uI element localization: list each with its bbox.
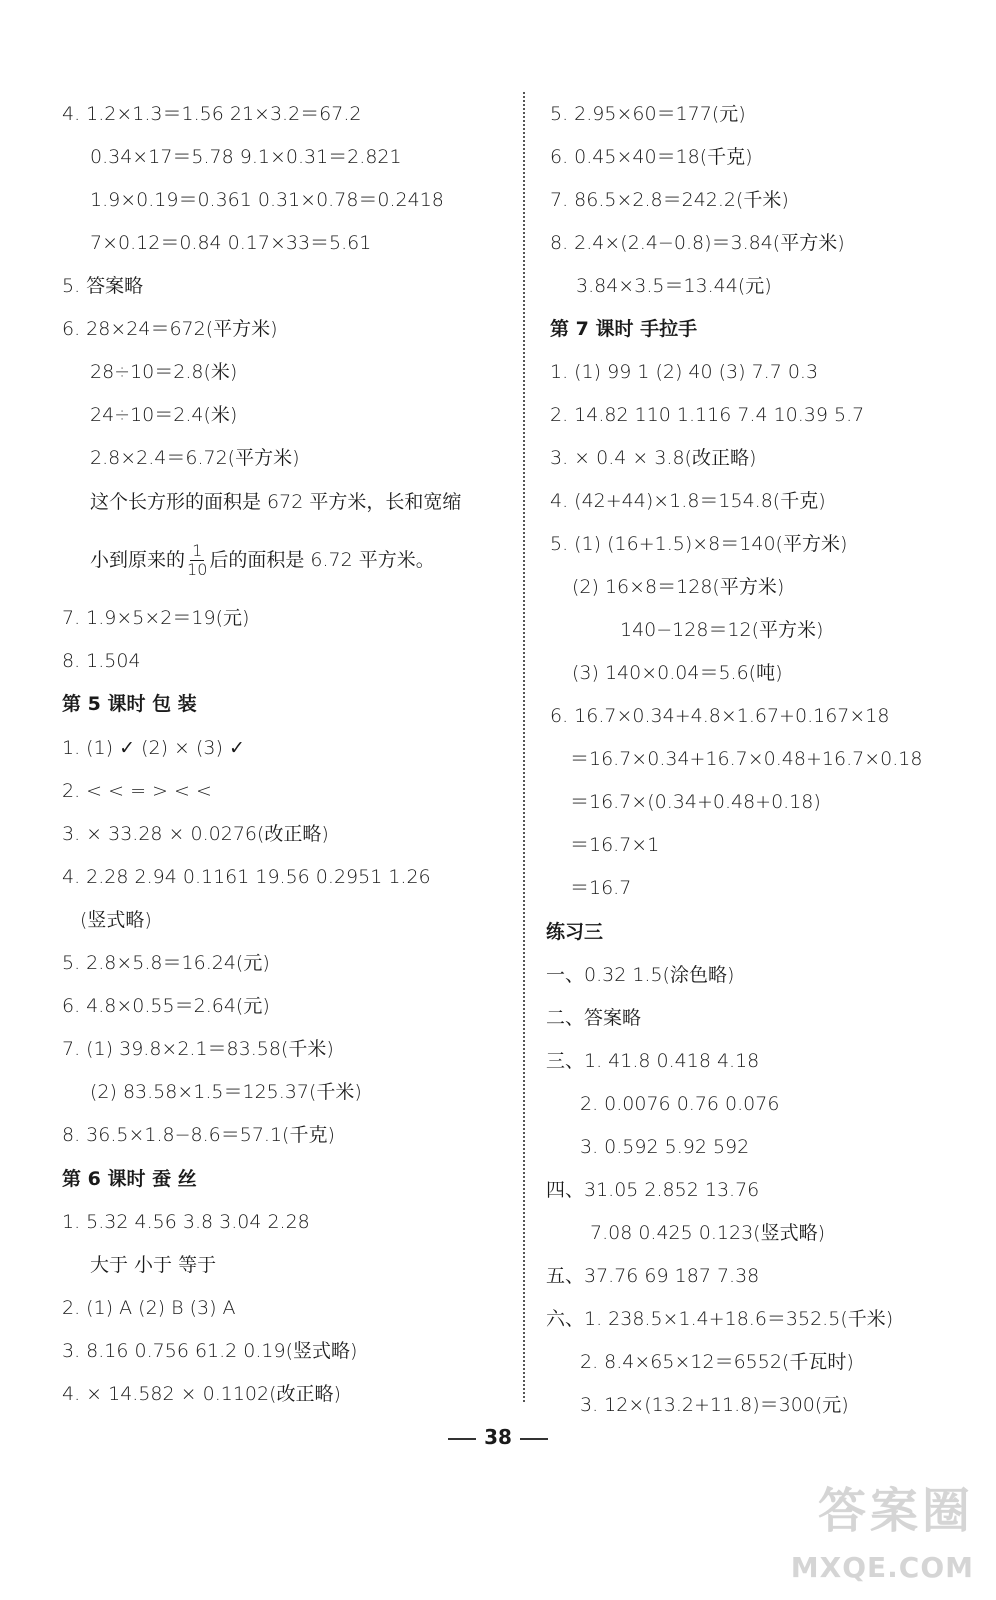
answer-line: 1. (1) 99 1 (2) 40 (3) 7.7 0.3: [550, 361, 819, 383]
dash-decoration: [520, 1438, 548, 1440]
answer-line: 7. (1) 39.8×2.1＝83.58(千米): [62, 1038, 334, 1060]
dash-decoration: [448, 1438, 476, 1440]
answer-line: 1. 5.32 4.56 3.8 3.04 2.28: [62, 1211, 310, 1233]
answer-line: ＝16.7: [570, 877, 632, 899]
answer-line: 140−128＝12(平方米): [620, 619, 824, 641]
answer-line: 5. 2.95×60＝177(元): [550, 103, 746, 125]
answer-line: 4. × 14.582 × 0.1102(改正略): [62, 1383, 341, 1405]
answer-line: (2) 16×8＝128(平方米): [572, 576, 785, 598]
answer-line: ＝16.7×(0.34+0.48+0.18): [570, 791, 821, 813]
page-number-text: 38: [484, 1425, 512, 1449]
text-segment: 后的面积是 6.72 平方米。: [209, 549, 435, 571]
answer-line: 6. 4.8×0.55＝2.64(元): [62, 995, 270, 1017]
answer-line: 3. 12×(13.2+11.8)＝300(元): [580, 1394, 849, 1416]
answer-line: 6. 16.7×0.34+4.8×1.67+0.167×18: [550, 705, 890, 727]
fraction-denominator: 10: [187, 560, 208, 579]
answer-line: 六、1. 238.5×1.4+18.6＝352.5(千米): [546, 1308, 894, 1330]
fraction-numerator: 1: [192, 541, 203, 560]
answer-line: 24÷10＝2.4(米): [90, 404, 238, 426]
answer-line: 4. 2.28 2.94 0.1161 19.56 0.2951 1.26: [62, 866, 431, 888]
answer-line: ＝16.7×1: [570, 834, 660, 856]
answer-line: 这个长方形的面积是 672 平方米，长和宽缩: [90, 491, 462, 513]
answer-line: 2. 0.0076 0.76 0.076: [580, 1093, 780, 1115]
answer-line: 3. × 0.4 × 3.8(改正略): [550, 447, 757, 469]
answer-line: 大于 小于 等于: [90, 1254, 217, 1276]
answer-line: 5. 2.8×5.8＝16.24(元): [62, 952, 270, 974]
answer-line: 8. 1.504: [62, 650, 141, 672]
answer-line: ＝16.7×0.34+16.7×0.48+16.7×0.18: [570, 748, 923, 770]
answer-line: 三、1. 41.8 0.418 4.18: [546, 1050, 760, 1072]
answer-line: 四、31.05 2.852 13.76: [546, 1179, 760, 1201]
answer-line: 3.84×3.5＝13.44(元): [576, 275, 772, 297]
answer-line: 4. (42+44)×1.8＝154.8(千克): [550, 490, 826, 512]
answer-line: (竖式略): [80, 909, 152, 931]
answer-line: 8. 36.5×1.8−8.6＝57.1(千克): [62, 1124, 335, 1146]
answer-line: 1. (1) ✓ (2) × (3) ✓: [62, 737, 245, 759]
answer-line: 二、答案略: [546, 1007, 642, 1029]
answer-line: 3. 0.592 5.92 592: [580, 1136, 750, 1158]
section-heading: 第 7 课时 手拉手: [550, 318, 698, 340]
answer-line: 2.8×2.4＝6.72(平方米): [90, 447, 300, 469]
answer-line: 6. 28×24＝672(平方米): [62, 318, 278, 340]
answer-line: 一、0.32 1.5(涂色略): [546, 964, 735, 986]
answer-line: 五、37.76 69 187 7.38: [546, 1265, 760, 1287]
watermark-logo: [784, 1462, 974, 1592]
answer-line: 8. 2.4×(2.4−0.8)＝3.84(平方米): [550, 232, 845, 254]
answer-line: 7.08 0.425 0.123(竖式略): [590, 1222, 825, 1244]
answer-line: 4. 1.2×1.3＝1.56 21×3.2＝67.2: [62, 103, 362, 125]
answer-line: 5. 答案略: [62, 275, 144, 297]
answer-line: (2) 83.58×1.5＝125.37(千米): [90, 1081, 362, 1103]
answer-line: 28÷10＝2.8(米): [90, 361, 238, 383]
answer-line: 2. 14.82 110 1.116 7.4 10.39 5.7: [550, 404, 865, 426]
section-heading: 练习三: [546, 921, 604, 943]
answer-line: 1.9×0.19＝0.361 0.31×0.78＝0.2418: [90, 189, 444, 211]
answer-line: 7. 1.9×5×2＝19(元): [62, 607, 250, 629]
column-divider: [523, 92, 525, 1402]
answer-line: 7×0.12＝0.84 0.17×33＝5.61: [90, 232, 372, 254]
watermark-url: MXQE.COM: [790, 1551, 974, 1584]
answer-line: (3) 140×0.04＝5.6(吨): [572, 662, 783, 684]
answer-line-with-fraction: [90, 542, 435, 579]
fraction: [187, 542, 207, 579]
section-heading: 第 5 课时 包 装: [62, 693, 197, 715]
page-number: [0, 1425, 996, 1449]
answer-line: 0.34×17＝5.78 9.1×0.31＝2.821: [90, 146, 402, 168]
answer-line: 2. (1) A (2) B (3) A: [62, 1297, 236, 1319]
answer-line: 5. (1) (16+1.5)×8＝140(平方米): [550, 533, 848, 555]
answer-line: 3. × 33.28 × 0.0276(改正略): [62, 823, 329, 845]
answer-line: 2. < < = > < <: [62, 780, 212, 802]
watermark-text: 答案圈: [817, 1483, 974, 1539]
answer-line: 3. 8.16 0.756 61.2 0.19(竖式略): [62, 1340, 358, 1362]
answer-line: 6. 0.45×40＝18(千克): [550, 146, 753, 168]
answer-line: 7. 86.5×2.8＝242.2(千米): [550, 189, 789, 211]
text-segment: 小到原来的: [90, 549, 186, 571]
section-heading: 第 6 课时 蚕 丝: [62, 1168, 197, 1190]
answer-line: 2. 8.4×65×12＝6552(千瓦时): [580, 1351, 854, 1373]
